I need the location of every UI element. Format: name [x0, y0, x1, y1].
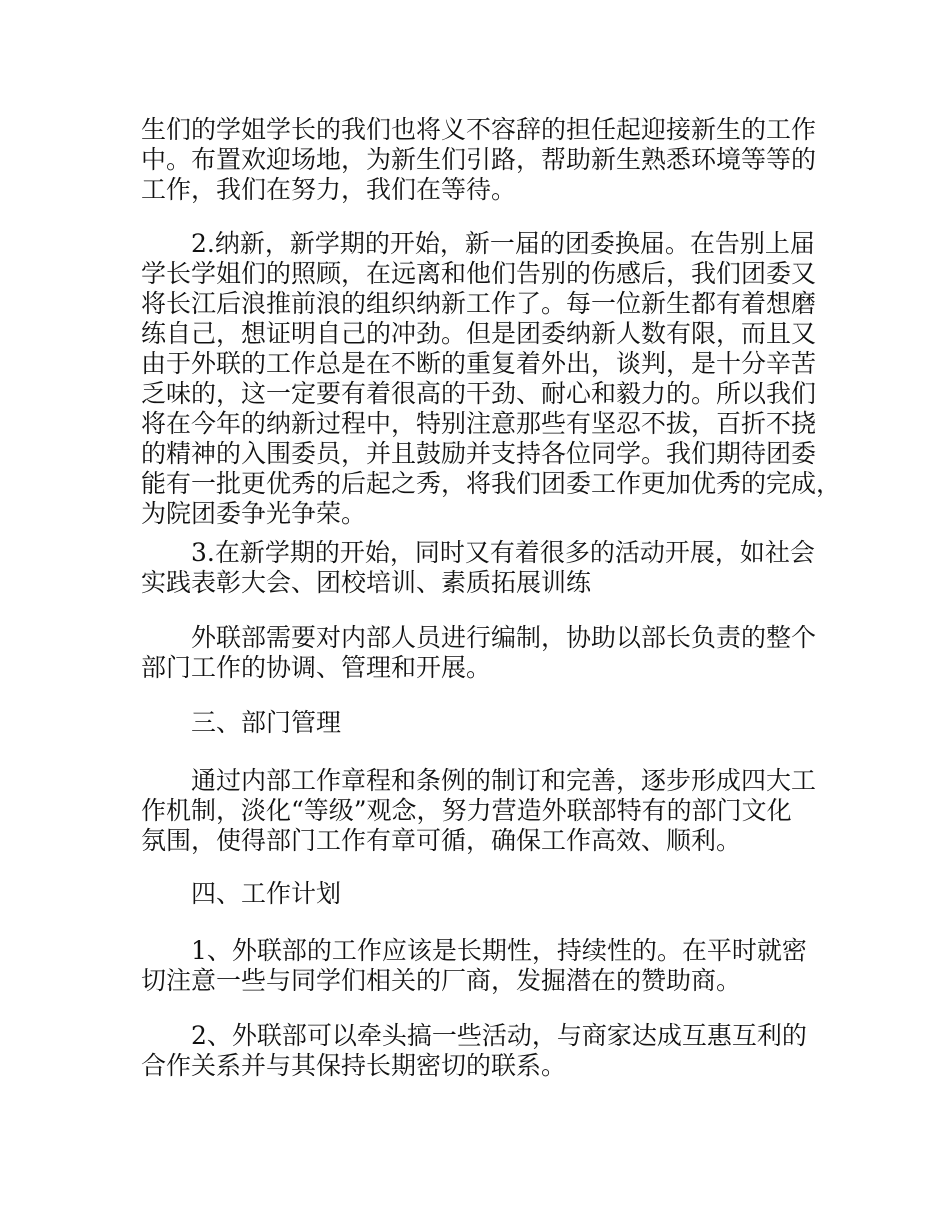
paragraph-staffing: [141, 623, 841, 683]
text-line: 通过内部工作章程和条例的制订和完善，逐步形成四大工: [191, 766, 817, 795]
section-heading-management: [141, 708, 841, 738]
text-line: 实践表彰大会、团校培训、素质拓展训练: [141, 568, 592, 597]
text-line: 合作关系并与其保持长期密切的联系。: [141, 1051, 567, 1080]
text-line: 作机制，淡化“等级”观念，努力营造外联部特有的部门文化: [141, 796, 792, 825]
text-line: 氛围，使得部门工作有章可循，确保工作高效、顺利。: [141, 826, 742, 855]
text-line: 3.在新学期的开始，同时又有着很多的活动开展，如社会: [191, 538, 815, 567]
paragraph-continuation: [141, 115, 841, 205]
section-heading: 三、部门管理: [191, 708, 342, 737]
section-heading-plan: [141, 879, 841, 909]
paragraph-management: [141, 766, 841, 856]
text-line: 学长学姐们的照顾，在远离和他们告别的伤感后，我们团委又: [141, 259, 817, 288]
text-line: 工作，我们在努力，我们在等待。: [141, 175, 517, 204]
text-line: 由于外联的工作总是在不断的重复着外出，谈判，是十分辛苦: [141, 349, 817, 378]
paragraph-recruitment: [141, 229, 841, 529]
text-line: 将在今年的纳新过程中，特别注意那些有坚忍不拔，百折不挠: [141, 409, 817, 438]
paragraph-plan-2: [141, 1021, 841, 1081]
text-line: 乏味的，这一定要有着很高的干劲、耐心和毅力的。所以我们: [141, 379, 817, 408]
text-line: 外联部需要对内部人员进行编制，协助以部长负责的整个: [191, 623, 817, 652]
text-line: 1、外联部的工作应该是长期性，持续性的。在平时就密: [191, 936, 807, 965]
text-line: 将长江后浪推前浪的组织纳新工作了。每一位新生都有着想磨: [141, 289, 817, 318]
section-heading: 四、工作计划: [191, 879, 342, 908]
paragraph-activities: [141, 538, 841, 598]
paragraph-plan-1: [141, 936, 841, 996]
text-line: 生们的学姐学长的我们也将义不容辞的担任起迎接新生的工作: [141, 115, 817, 144]
text-line: 2、外联部可以牵头搞一些活动，与商家达成互惠互利的: [191, 1021, 807, 1050]
text-line: 2.纳新，新学期的开始，新一届的团委换届。在告别上届: [191, 229, 815, 258]
text-line: 中。布置欢迎场地，为新生们引路，帮助新生熟悉环境等等的: [141, 145, 817, 174]
text-line: 能有一批更优秀的后起之秀，将我们团委工作更加优秀的完成，: [141, 469, 842, 498]
text-line: 部门工作的协调、管理和开展。: [141, 653, 492, 682]
text-line: 的精神的入围委员，并且鼓励并支持各位同学。我们期待团委: [141, 439, 817, 468]
text-line: 切注意一些与同学们相关的厂商，发掘潜在的赞助商。: [141, 966, 742, 995]
text-line: 为院团委争光争荣。: [141, 499, 367, 528]
text-line: 练自己，想证明自己的冲劲。但是团委纳新人数有限，而且又: [141, 319, 817, 348]
